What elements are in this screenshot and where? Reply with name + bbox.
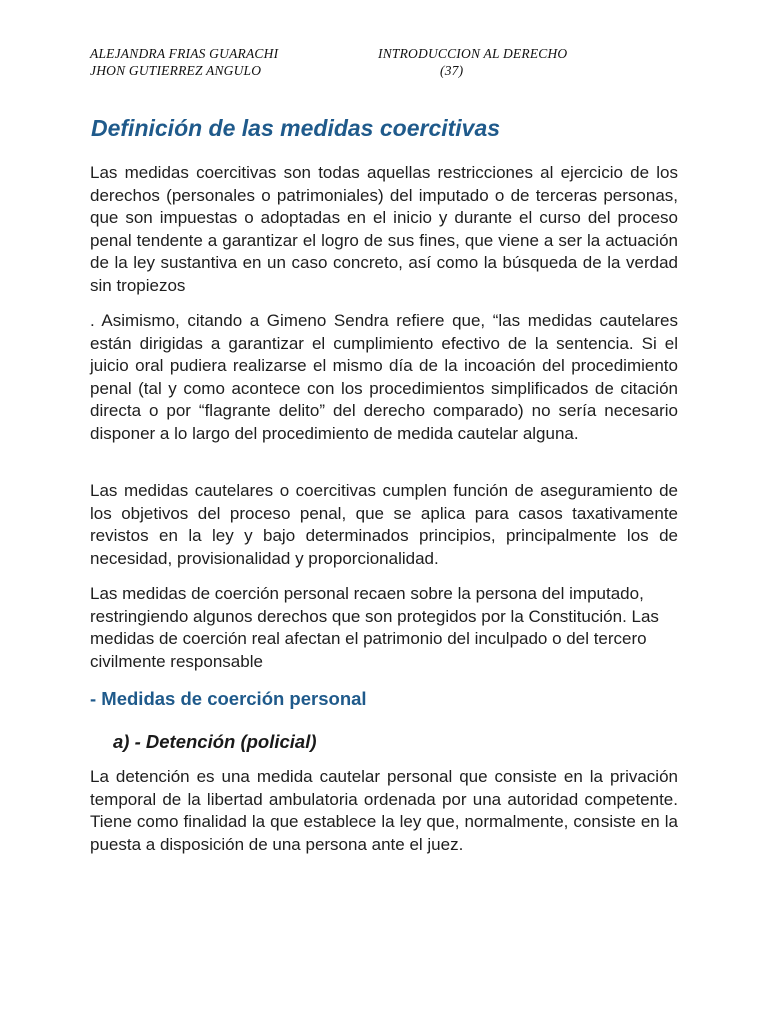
header-author-1: ALEJANDRA FRIAS GUARACHI xyxy=(90,46,279,61)
subheading-detention: a) - Detención (policial) xyxy=(113,731,317,752)
paragraph-detention: La detención es una medida cautelar personal que consiste en la privación temporal de la libertad ambulatoria ordenada por una autoridad competente. Tiene como finalidad la que establece la ley que, normalmente, consiste en la puesta a disposición de una persona ante el juez. xyxy=(90,767,678,854)
paragraph-definition: Las medidas coercitivas son todas aquellas restricciones al ejercicio de los derechos (personales o patrimoniales) del imputado o de terceras personas, que son impuestas o adoptadas en el inicio y durante el curso del proceso penal tendente a garantizar el logro de sus fines, que viene a ser la actuación de la ley sustantiva en un caso concreto, así como la búsqueda de la verdad sin tropiezos xyxy=(90,163,678,295)
paragraph-function: Las medidas cautelares o coercitivas cumplen función de aseguramiento de los objetivos del proceso penal, que se aplica para casos taxativamente revistos en la ley y bajo determinados principios, principalmente los de necesidad, provisionalidad y proporcionalidad. xyxy=(90,481,678,568)
page-title: Definición de las medidas coercitivas xyxy=(91,115,501,141)
subheading-personal-coercion: - Medidas de coerción personal xyxy=(90,688,367,709)
header-course: INTRODUCCION AL DERECHO xyxy=(378,46,568,61)
paragraph-gimeno-sendra: . Asimismo, citando a Gimeno Sendra refiere que, “las medidas cautelares están dirigidas a garantizar el cumplimiento efectivo de la sentencia. Si el juicio oral pudiera realizarse el mismo día de la incoación del procedimiento penal (tal y como acontece con los procedimientos simplificados de citación directa o por “flagrante delito” del derecho comparado) no sería necesario disponer a lo largo del procedimiento de medida cautelar alguna. xyxy=(90,311,678,443)
paragraph-coercion-types: Las medidas de coerción personal recaen sobre la persona del imputado, restringiendo algunos derechos que son protegidos por la Constitución. Las medidas de coerción real afectan el patrimonio del inculpado o del tercero civilmente responsable xyxy=(90,584,659,671)
header-author-2: JHON GUTIERREZ ANGULO xyxy=(90,63,262,78)
header-page-number: (37) xyxy=(440,63,464,78)
